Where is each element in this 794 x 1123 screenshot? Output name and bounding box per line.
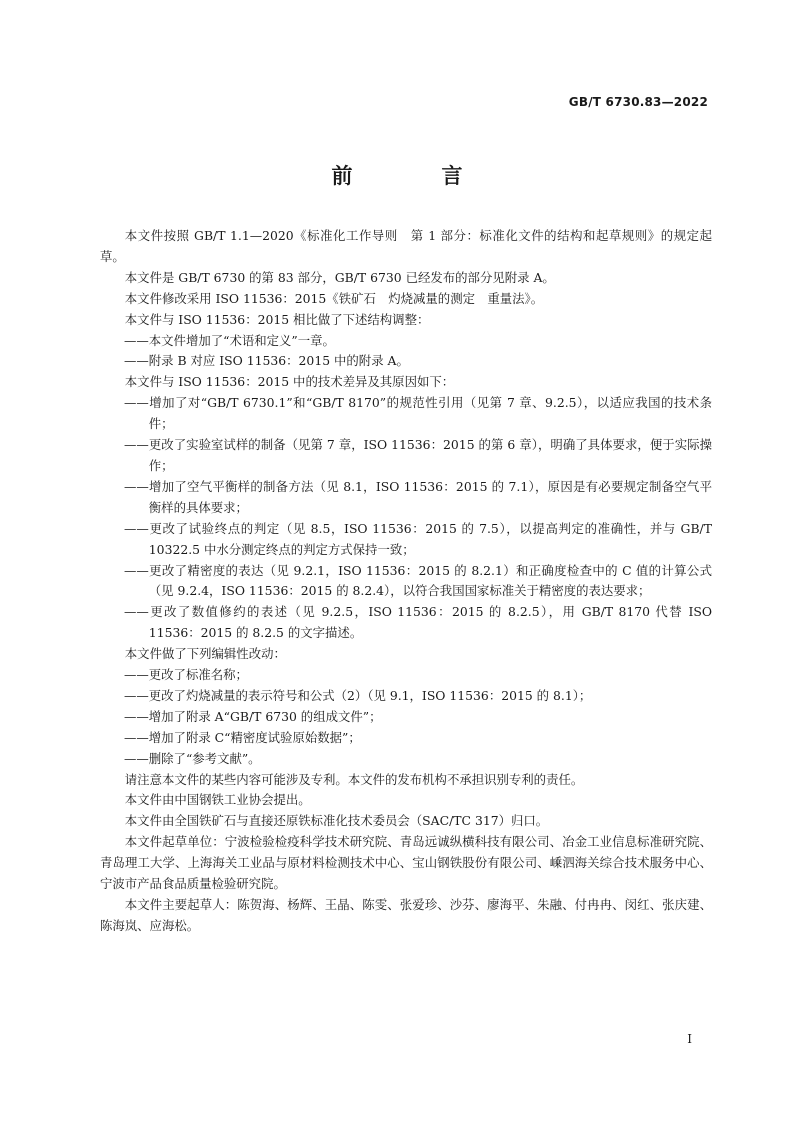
list-item-structure-2: ——附录 B 对应 ISO 11536：2015 中的附录 A。 xyxy=(124,353,409,369)
paragraph-adoption: 本文件修改采用 ISO 11536：2015《铁矿石 灼烧减量的测定 重量法》。 xyxy=(124,290,544,306)
list-item-editorial-3: ——增加了附录 A“GB/T 6730 的组成文件”； xyxy=(124,708,382,724)
paragraph-structure-intro: 本文件与 ISO 11536：2015 相比做了下述结构调整： xyxy=(124,311,430,327)
paragraph-proposer: 本文件由中国钢铁工业协会提出。 xyxy=(124,792,311,808)
foreword-body xyxy=(100,226,712,937)
page-number: I xyxy=(687,1032,692,1046)
list-item-technical-5: ——更改了精密度的表达（见 9.2.1，ISO 11536：2015 的 8.2.1）和正确度检查中的 C 值的计算公式（见 9.2.4，ISO 11536：2015 的 8.2.4），以符合我国国家标准关于精密度的表达要求； xyxy=(124,562,712,599)
paragraph-technical-diff-intro: 本文件与 ISO 11536：2015 中的技术差异及其原因如下： xyxy=(124,374,455,390)
paragraph-patent-notice: 请注意本文件的某些内容可能涉及专利。本文件的发布机构不承担识别专利的责任。 xyxy=(124,771,584,787)
paragraph-editorial-intro: 本文件做了下列编辑性改动： xyxy=(124,646,286,662)
list-item-editorial-1: ——更改了标准名称； xyxy=(124,667,248,683)
list-item-technical-4: ——更改了试验终点的判定（见 8.5，ISO 11536：2015 的 7.5），以提高判定的准确性，并与 GB/T 10322.5 中水分测定终点的判定方式保持一致； xyxy=(124,520,712,557)
page-title: 前 言 xyxy=(331,164,497,188)
paragraph-part-info: 本文件是 GB/T 6730 的第 83 部分，GB/T 6730 已经发布的部分见附录 A。 xyxy=(124,269,555,285)
list-item-technical-6: ——更改了数值修约的表述（见 9.2.5，ISO 11536：2015 的 8.2.5），用 GB/T 8170 代替 ISO 11536：2015 的 8.2.5 的文字描述。 xyxy=(124,604,712,641)
list-item-technical-1: ——增加了对“GB/T 6730.1”和“GB/T 8170”的规范性引用（见第 7 章、9.2.5），以适应我国的技术条件； xyxy=(124,395,712,432)
paragraph-drafters: 本文件主要起草人：陈贺海、杨辉、王晶、陈雯、张爱珍、沙芬、廖海平、朱融、付冉冉、闵红、张庆建、陈海岚、应海松。 xyxy=(100,897,712,933)
paragraph-drafting-basis: 本文件按照 GB/T 1.1—2020《标准化工作导则 第 1 部分：标准化文件的结构和起草规则》的规定起草。 xyxy=(100,228,712,264)
standard-code: GB/T 6730.83—2022 xyxy=(568,95,708,109)
list-item-editorial-2: ——更改了灼烧减量的表示符号和公式（2）（见 9.1，ISO 11536：2015 的 8.1）； xyxy=(124,687,592,703)
list-item-editorial-4: ——增加了附录 C“精密度试验原始数据”； xyxy=(124,729,361,745)
list-item-technical-3: ——增加了空气平衡样的制备方法（见 8.1，ISO 11536：2015 的 7.1），原因是有必要规定制备空气平衡样的具体要求； xyxy=(124,478,712,515)
list-item-editorial-5: ——删除了“参考文献”。 xyxy=(124,750,261,766)
list-item-structure-1: ——本文件增加了“术语和定义”一章。 xyxy=(124,332,335,348)
paragraph-drafting-units: 本文件起草单位：宁波检验检疫科学技术研究院、青岛远诚纵横科技有限公司、冶金工业信息标准研究院、青岛理工大学、上海海关工业品与原材料检测技术中心、宝山钢铁股份有限公司、嵊泗海关综合技术服务中心、宁波市产品食品质量检验研究院。 xyxy=(100,834,712,892)
paragraph-committee: 本文件由全国铁矿石与直接还原铁标准化技术委员会（SAC/TC 317）归口。 xyxy=(124,813,549,829)
list-item-technical-2: ——更改了实验室试样的制备（见第 7 章，ISO 11536：2015 的第 6 章），明确了具体要求，便于实际操作； xyxy=(124,437,712,473)
